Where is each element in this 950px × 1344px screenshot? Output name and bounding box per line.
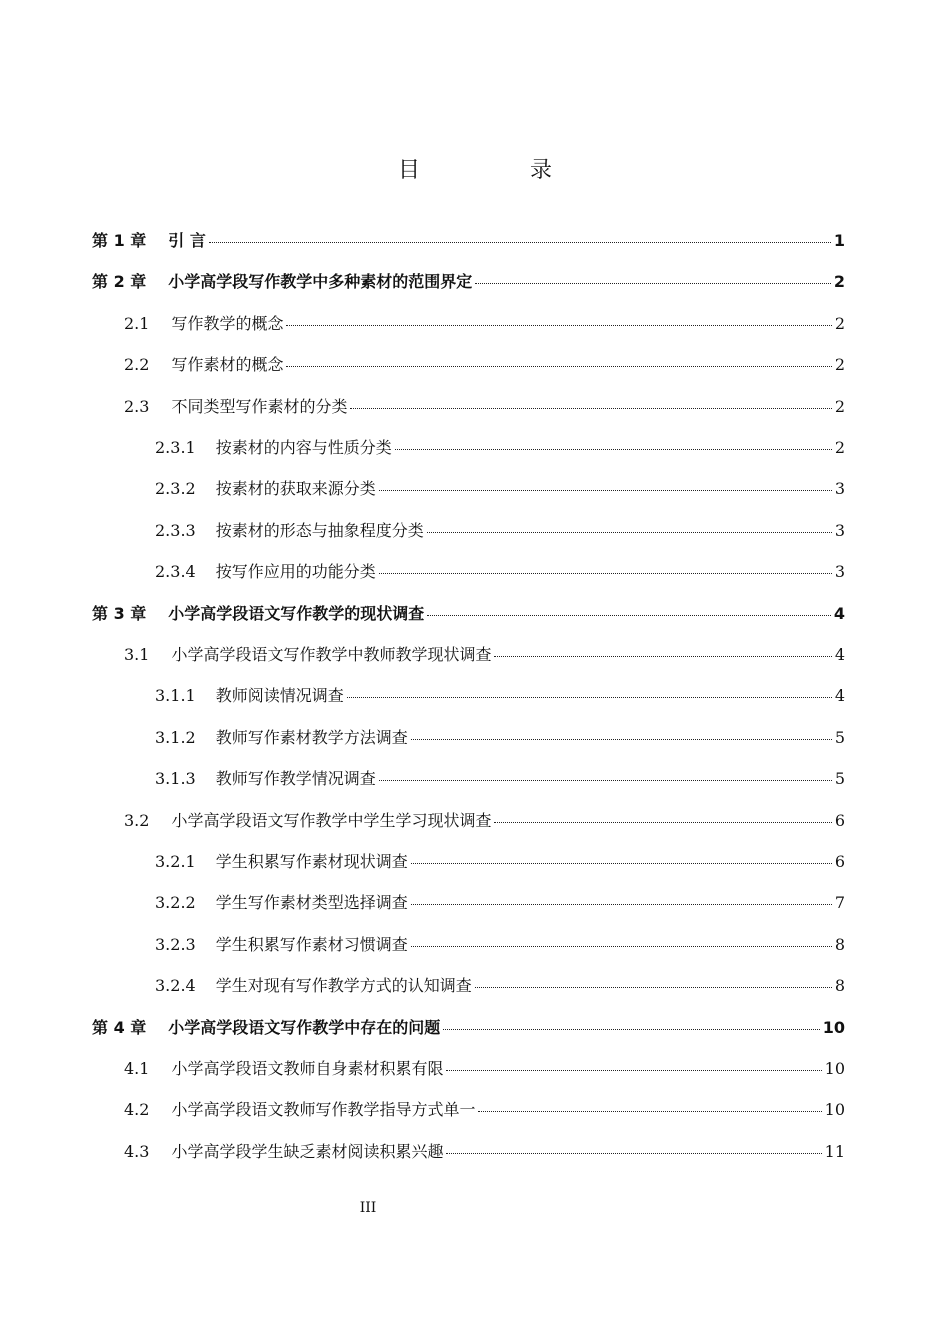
toc-entry-title: 学生积累写作素材习惯调查 — [215, 934, 408, 954]
toc-entry-number: 2.3.4 — [155, 562, 196, 582]
page-number: III — [359, 1200, 377, 1216]
toc-entry-title: 按写作应用的功能分类 — [215, 562, 376, 582]
toc-entry-page: 5 — [834, 769, 845, 789]
toc-entry[interactable] — [155, 766, 845, 792]
toc-entry-page: 7 — [834, 893, 845, 913]
toc-entry-number: 第 4 章 — [92, 1017, 147, 1037]
toc-entry-number: 第 2 章 — [92, 272, 147, 292]
toc-dot-leader — [494, 655, 831, 657]
toc-entry-number: 第 3 章 — [92, 603, 147, 623]
toc-entry-title: 学生写作素材类型选择调查 — [215, 893, 408, 913]
toc-entry-title: 引 言 — [168, 231, 206, 250]
toc-entry[interactable] — [155, 932, 845, 958]
toc-dot-leader — [478, 1110, 821, 1112]
toc-entry-title: 教师写作教学情况调查 — [215, 769, 376, 789]
toc-entry-page: 5 — [834, 727, 845, 747]
toc-entry-number: 2.1 — [124, 313, 150, 333]
toc-entry-page: 3 — [834, 479, 845, 499]
toc-entry-number: 3.2.2 — [155, 893, 196, 913]
toc-entry-number: 2.2 — [124, 355, 150, 375]
toc-entry-title: 不同类型写作素材的分类 — [171, 396, 348, 416]
toc-dot-leader — [475, 986, 832, 988]
toc-dot-leader — [446, 1069, 821, 1071]
toc-entry-page: 2 — [834, 438, 845, 457]
toc-entry[interactable] — [124, 1056, 845, 1082]
toc-dot-leader — [411, 862, 832, 864]
toc-entry-title: 学生对现有写作教学方式的认知调查 — [215, 976, 472, 996]
toc-entry-number: 2.3.2 — [155, 479, 196, 499]
toc-entry-page: 2 — [834, 355, 845, 375]
toc-entry-title: 学生积累写作素材现状调查 — [215, 852, 408, 871]
toc-entry[interactable] — [92, 269, 845, 295]
toc-entry-page: 6 — [834, 852, 845, 871]
toc-dot-leader — [347, 696, 832, 698]
toc-entry[interactable] — [124, 311, 845, 337]
toc-dot-leader — [411, 903, 832, 905]
toc-entry-page: 10 — [822, 1017, 845, 1037]
toc-entry-title: 小学高学段写作教学中多种素材的范围界定 — [168, 272, 473, 292]
toc-entry[interactable] — [92, 228, 845, 254]
toc-entry[interactable] — [124, 1097, 845, 1123]
toc-dot-leader — [286, 324, 831, 326]
toc-entry-title: 教师写作素材教学方法调查 — [215, 727, 408, 747]
toc-entry-page: 8 — [834, 934, 845, 954]
toc-dot-leader — [395, 448, 832, 450]
toc-dot-leader — [379, 489, 832, 491]
toc-entry-page: 1 — [833, 231, 845, 250]
toc-entry[interactable] — [92, 1015, 845, 1041]
toc-entry-number: 2.3 — [124, 396, 150, 416]
toc-entry[interactable] — [155, 725, 845, 751]
toc-entry-number: 4.3 — [124, 1141, 150, 1161]
toc-entry[interactable] — [155, 518, 845, 544]
toc-entry[interactable] — [155, 476, 845, 502]
toc-entry-number: 3.2.1 — [155, 852, 196, 871]
toc-entry-page: 3 — [834, 520, 845, 540]
toc-dot-leader — [446, 1152, 821, 1154]
toc-entry-page: 6 — [834, 810, 845, 830]
toc-entry-title: 按素材的形态与抽象程度分类 — [215, 520, 424, 540]
toc-entry-title: 按素材的获取来源分类 — [215, 479, 376, 499]
toc-entry-title: 小学高学段语文教师自身素材积累有限 — [171, 1059, 444, 1078]
toc-entry-title: 写作素材的概念 — [171, 355, 284, 375]
toc-entry-number: 3.2 — [124, 810, 150, 830]
toc-entry-page: 4 — [833, 603, 845, 623]
toc-entry-number: 3.2.3 — [155, 934, 196, 954]
toc-dot-leader — [350, 407, 831, 409]
toc-entry[interactable] — [155, 890, 845, 916]
page-title: 目 录 — [397, 158, 596, 183]
toc-entry[interactable] — [124, 808, 845, 834]
toc-entry-number: 2.3.1 — [155, 438, 196, 457]
toc-entry-title: 小学高学段学生缺乏素材阅读积累兴趣 — [171, 1141, 444, 1161]
toc-dot-leader — [209, 241, 831, 243]
toc-entry-title: 教师阅读情况调查 — [215, 686, 344, 706]
toc-dot-leader — [427, 614, 831, 616]
toc-dot-leader — [494, 821, 831, 823]
toc-dot-leader — [411, 738, 832, 740]
toc-entry[interactable] — [124, 352, 845, 378]
toc-dot-leader — [427, 531, 832, 533]
toc-entry[interactable] — [124, 394, 845, 420]
toc-dot-leader — [286, 365, 831, 367]
toc-entry-title: 按素材的内容与性质分类 — [215, 438, 392, 457]
toc-entry-title: 小学高学段语文写作教学的现状调查 — [168, 603, 425, 623]
toc-dot-leader — [411, 945, 832, 947]
toc-entry[interactable] — [155, 435, 845, 461]
toc-entry-page: 8 — [834, 976, 845, 996]
toc-entry-title: 写作教学的概念 — [171, 313, 284, 333]
toc-entry-number: 4.2 — [124, 1100, 150, 1120]
toc-entry[interactable] — [155, 683, 845, 709]
toc-dot-leader — [443, 1028, 819, 1030]
toc-entry-number: 3.1 — [124, 645, 150, 664]
toc-entry-title: 小学高学段语文教师写作教学指导方式单一 — [171, 1100, 476, 1120]
toc-entry-page: 2 — [834, 313, 845, 333]
toc-entry-title: 小学高学段语文写作教学中学生学习现状调查 — [171, 810, 492, 830]
toc-entry-number: 3.1.1 — [155, 686, 196, 706]
toc-entry-page: 10 — [824, 1100, 845, 1120]
toc-entry-number: 3.2.4 — [155, 976, 196, 996]
toc-entry-page: 10 — [824, 1059, 845, 1078]
toc-entry-page: 11 — [824, 1141, 845, 1161]
toc-entry-number: 3.1.3 — [155, 769, 196, 789]
toc-entry[interactable] — [92, 601, 845, 627]
toc-entry[interactable] — [124, 1139, 845, 1165]
toc-entry-title: 小学高学段语文写作教学中存在的问题 — [168, 1017, 441, 1037]
toc-dot-leader — [379, 572, 832, 574]
toc-entry[interactable] — [124, 642, 845, 668]
toc-entry-title: 小学高学段语文写作教学中教师教学现状调查 — [171, 645, 492, 664]
toc-entry-page: 2 — [834, 396, 845, 416]
toc-entry[interactable] — [155, 973, 845, 999]
toc-entry-number: 4.1 — [124, 1059, 150, 1078]
toc-entry-number: 第 1 章 — [92, 231, 147, 250]
toc-entry-page: 4 — [834, 645, 845, 664]
toc-entry-page: 4 — [834, 686, 845, 706]
toc-entry[interactable] — [155, 849, 845, 875]
toc-entry[interactable] — [155, 559, 845, 585]
toc-entry-number: 3.1.2 — [155, 727, 196, 747]
toc-entry-number: 2.3.3 — [155, 520, 196, 540]
toc-entry-page: 3 — [834, 562, 845, 582]
toc-dot-leader — [379, 779, 832, 781]
toc-entry-page: 2 — [833, 272, 845, 292]
toc-dot-leader — [475, 282, 831, 284]
